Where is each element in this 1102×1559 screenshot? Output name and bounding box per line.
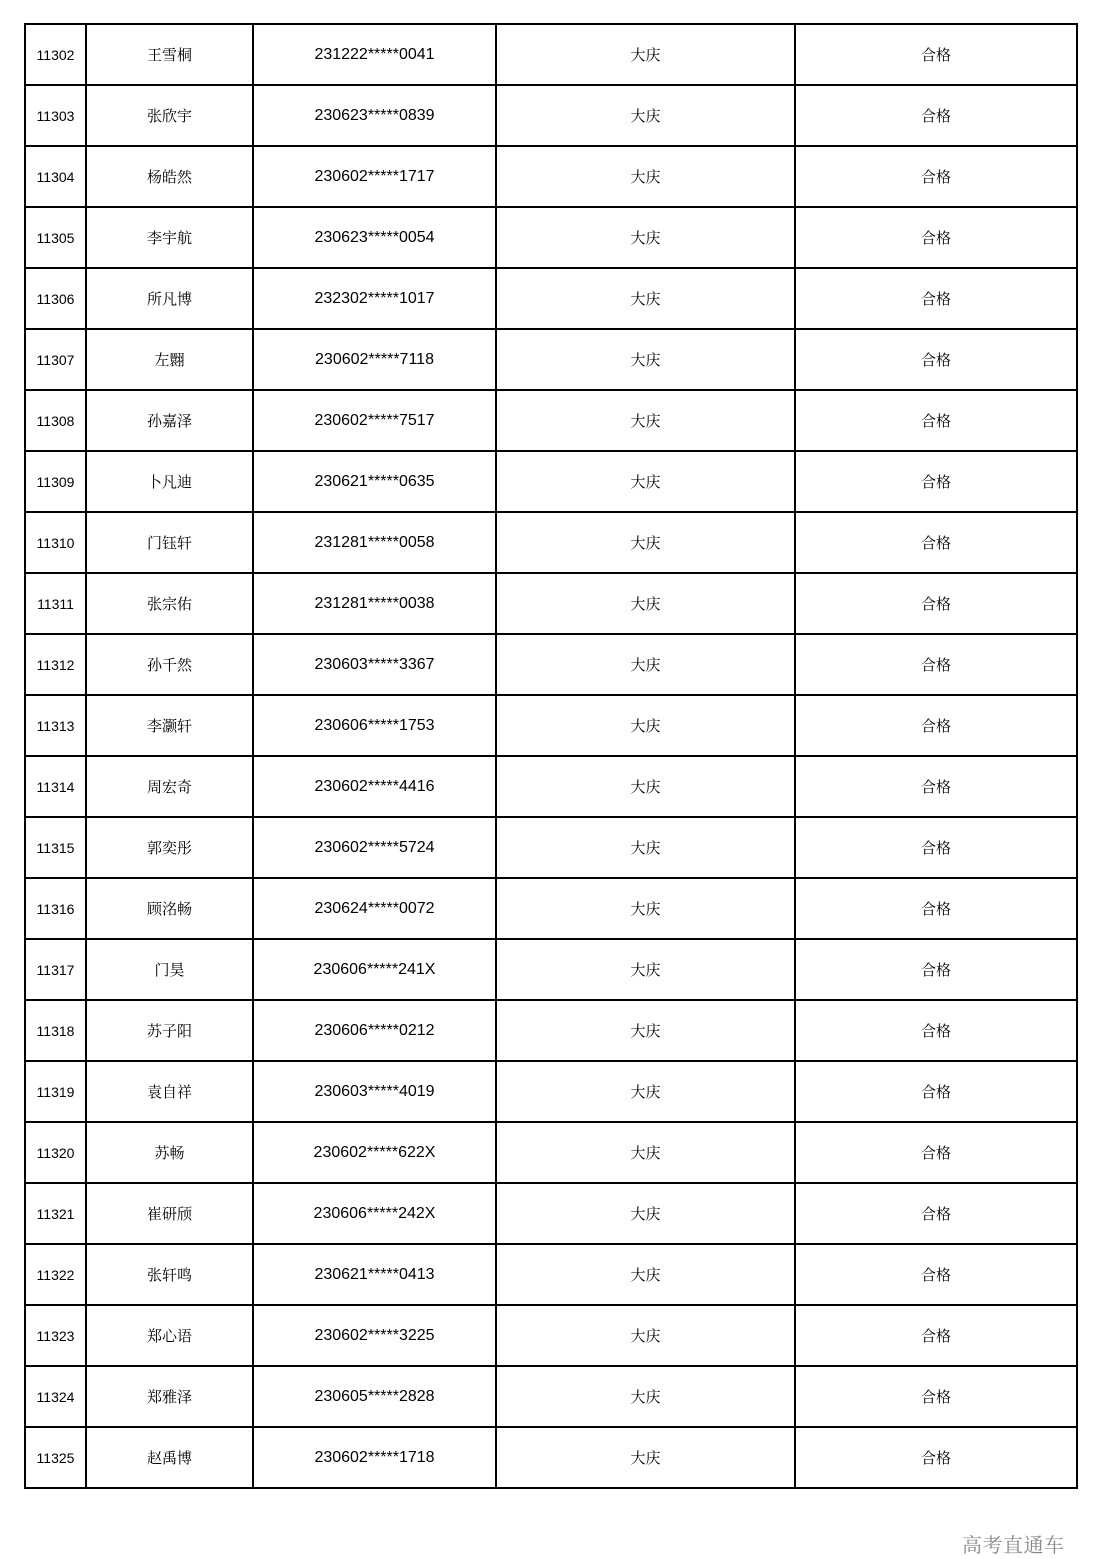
- cell-result: 合格: [795, 24, 1077, 85]
- cell-id-number: 230602*****7517: [253, 390, 496, 451]
- cell-name: 张欣宇: [86, 85, 253, 146]
- cell-city: 大庆: [496, 1366, 795, 1427]
- cell-id-number: 230602*****7118: [253, 329, 496, 390]
- cell-serial-number: 11304: [25, 146, 86, 207]
- cell-result: 合格: [795, 695, 1077, 756]
- cell-id-number: 230623*****0054: [253, 207, 496, 268]
- cell-city: 大庆: [496, 695, 795, 756]
- cell-name: 孙千然: [86, 634, 253, 695]
- table-row: [25, 512, 1077, 573]
- cell-name: 郑心语: [86, 1305, 253, 1366]
- cell-name: 顾洺畅: [86, 878, 253, 939]
- cell-serial-number: 11308: [25, 390, 86, 451]
- cell-name: 张轩鸣: [86, 1244, 253, 1305]
- cell-city: 大庆: [496, 817, 795, 878]
- cell-name: 门昊: [86, 939, 253, 1000]
- cell-serial-number: 11309: [25, 451, 86, 512]
- cell-serial-number: 11320: [25, 1122, 86, 1183]
- cell-name: 张宗佑: [86, 573, 253, 634]
- cell-result: 合格: [795, 512, 1077, 573]
- cell-result: 合格: [795, 1061, 1077, 1122]
- cell-name: 苏畅: [86, 1122, 253, 1183]
- cell-serial-number: 11319: [25, 1061, 86, 1122]
- cell-name: 赵禹博: [86, 1427, 253, 1488]
- cell-id-number: 230602*****1718: [253, 1427, 496, 1488]
- table-row: [25, 268, 1077, 329]
- cell-city: 大庆: [496, 939, 795, 1000]
- cell-id-number: 230606*****1753: [253, 695, 496, 756]
- cell-serial-number: 11314: [25, 756, 86, 817]
- cell-result: 合格: [795, 1122, 1077, 1183]
- cell-name: 崔研颀: [86, 1183, 253, 1244]
- table-row: [25, 878, 1077, 939]
- cell-id-number: 231281*****0038: [253, 573, 496, 634]
- cell-city: 大庆: [496, 85, 795, 146]
- cell-city: 大庆: [496, 756, 795, 817]
- cell-city: 大庆: [496, 512, 795, 573]
- cell-id-number: 231222*****0041: [253, 24, 496, 85]
- cell-result: 合格: [795, 85, 1077, 146]
- cell-id-number: 230602*****1717: [253, 146, 496, 207]
- cell-name: 左翾: [86, 329, 253, 390]
- cell-serial-number: 11315: [25, 817, 86, 878]
- cell-id-number: 231281*****0058: [253, 512, 496, 573]
- cell-result: 合格: [795, 1366, 1077, 1427]
- cell-serial-number: 11311: [25, 573, 86, 634]
- table-row: [25, 573, 1077, 634]
- cell-id-number: 230603*****4019: [253, 1061, 496, 1122]
- cell-name: 卜凡迪: [86, 451, 253, 512]
- table-row: [25, 939, 1077, 1000]
- table-row: [25, 24, 1077, 85]
- cell-id-number: 230602*****3225: [253, 1305, 496, 1366]
- cell-city: 大庆: [496, 207, 795, 268]
- cell-serial-number: 11305: [25, 207, 86, 268]
- table-row: [25, 756, 1077, 817]
- cell-serial-number: 11307: [25, 329, 86, 390]
- cell-result: 合格: [795, 329, 1077, 390]
- cell-serial-number: 11322: [25, 1244, 86, 1305]
- cell-result: 合格: [795, 756, 1077, 817]
- table-row: [25, 390, 1077, 451]
- cell-serial-number: 11303: [25, 85, 86, 146]
- cell-name: 袁自祥: [86, 1061, 253, 1122]
- cell-id-number: 230623*****0839: [253, 85, 496, 146]
- cell-city: 大庆: [496, 268, 795, 329]
- cell-city: 大庆: [496, 1000, 795, 1061]
- cell-city: 大庆: [496, 1183, 795, 1244]
- cell-name: 所凡博: [86, 268, 253, 329]
- cell-name: 门钰轩: [86, 512, 253, 573]
- cell-id-number: 230603*****3367: [253, 634, 496, 695]
- cell-result: 合格: [795, 1427, 1077, 1488]
- cell-serial-number: 11306: [25, 268, 86, 329]
- cell-name: 郭奕彤: [86, 817, 253, 878]
- cell-city: 大庆: [496, 451, 795, 512]
- cell-id-number: 230602*****5724: [253, 817, 496, 878]
- cell-serial-number: 11325: [25, 1427, 86, 1488]
- cell-result: 合格: [795, 878, 1077, 939]
- cell-city: 大庆: [496, 1244, 795, 1305]
- cell-result: 合格: [795, 146, 1077, 207]
- cell-serial-number: 11321: [25, 1183, 86, 1244]
- cell-serial-number: 11313: [25, 695, 86, 756]
- cell-result: 合格: [795, 1183, 1077, 1244]
- cell-id-number: 230606*****0212: [253, 1000, 496, 1061]
- cell-city: 大庆: [496, 878, 795, 939]
- cell-id-number: 230621*****0635: [253, 451, 496, 512]
- cell-name: 郑雅泽: [86, 1366, 253, 1427]
- cell-serial-number: 11312: [25, 634, 86, 695]
- table-row: [25, 1366, 1077, 1427]
- cell-id-number: 230602*****622X: [253, 1122, 496, 1183]
- cell-city: 大庆: [496, 1061, 795, 1122]
- cell-city: 大庆: [496, 1122, 795, 1183]
- cell-city: 大庆: [496, 390, 795, 451]
- table-row: [25, 1427, 1077, 1488]
- cell-id-number: 230624*****0072: [253, 878, 496, 939]
- cell-city: 大庆: [496, 24, 795, 85]
- cell-id-number: 230605*****2828: [253, 1366, 496, 1427]
- cell-id-number: 230621*****0413: [253, 1244, 496, 1305]
- cell-id-number: 230602*****4416: [253, 756, 496, 817]
- table-row: [25, 634, 1077, 695]
- cell-result: 合格: [795, 817, 1077, 878]
- cell-serial-number: 11310: [25, 512, 86, 573]
- cell-serial-number: 11323: [25, 1305, 86, 1366]
- cell-id-number: 230606*****242X: [253, 1183, 496, 1244]
- cell-city: 大庆: [496, 329, 795, 390]
- cell-result: 合格: [795, 939, 1077, 1000]
- cell-serial-number: 11317: [25, 939, 86, 1000]
- cell-id-number: 230606*****241X: [253, 939, 496, 1000]
- cell-name: 苏子阳: [86, 1000, 253, 1061]
- table-row: [25, 1305, 1077, 1366]
- cell-result: 合格: [795, 1305, 1077, 1366]
- cell-city: 大庆: [496, 573, 795, 634]
- results-table: [24, 23, 1078, 1489]
- cell-result: 合格: [795, 573, 1077, 634]
- cell-result: 合格: [795, 634, 1077, 695]
- table-row: [25, 329, 1077, 390]
- cell-serial-number: 11316: [25, 878, 86, 939]
- cell-name: 杨皓然: [86, 146, 253, 207]
- cell-result: 合格: [795, 451, 1077, 512]
- cell-city: 大庆: [496, 146, 795, 207]
- table-row: [25, 695, 1077, 756]
- cell-result: 合格: [795, 268, 1077, 329]
- cell-name: 李灏轩: [86, 695, 253, 756]
- cell-city: 大庆: [496, 1427, 795, 1488]
- table-row: [25, 1183, 1077, 1244]
- cell-name: 李宇航: [86, 207, 253, 268]
- cell-name: 王雪桐: [86, 24, 253, 85]
- table-row: [25, 85, 1077, 146]
- watermark-text: 高考直通车: [962, 1533, 1065, 1557]
- table-row: [25, 207, 1077, 268]
- cell-serial-number: 11318: [25, 1000, 86, 1061]
- table-row: [25, 1244, 1077, 1305]
- table-row: [25, 1000, 1077, 1061]
- cell-result: 合格: [795, 207, 1077, 268]
- table-row: [25, 1061, 1077, 1122]
- cell-serial-number: 11302: [25, 24, 86, 85]
- cell-name: 孙嘉泽: [86, 390, 253, 451]
- table-row: [25, 146, 1077, 207]
- cell-name: 周宏奇: [86, 756, 253, 817]
- cell-result: 合格: [795, 1000, 1077, 1061]
- table-row: [25, 1122, 1077, 1183]
- cell-id-number: 232302*****1017: [253, 268, 496, 329]
- table-row: [25, 817, 1077, 878]
- results-table-body: [25, 24, 1077, 1488]
- cell-result: 合格: [795, 390, 1077, 451]
- cell-city: 大庆: [496, 1305, 795, 1366]
- table-row: [25, 451, 1077, 512]
- cell-result: 合格: [795, 1244, 1077, 1305]
- cell-serial-number: 11324: [25, 1366, 86, 1427]
- cell-city: 大庆: [496, 634, 795, 695]
